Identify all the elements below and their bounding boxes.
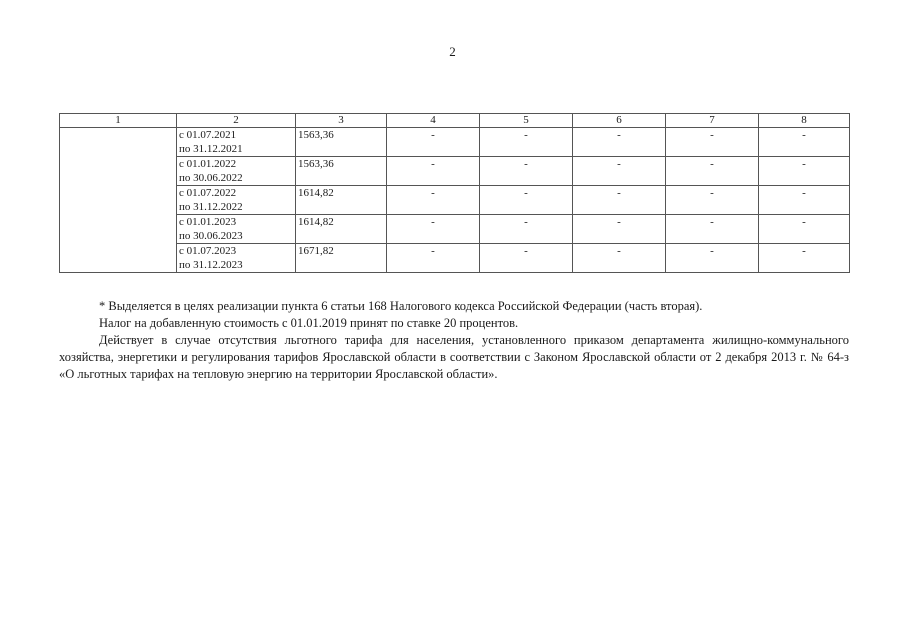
cell-col-4: - — [387, 215, 480, 244]
cell-col-7: - — [666, 215, 759, 244]
column-header-8: 8 — [759, 114, 850, 128]
period-from: с 01.07.2021 — [179, 129, 237, 141]
column-header-4: 4 — [387, 114, 480, 128]
period-from: с 01.07.2022 — [179, 187, 237, 199]
cell-col-5: - — [480, 186, 573, 215]
period-to: по 30.06.2022 — [179, 172, 243, 184]
tariff-value-cell: 1614,82 — [296, 215, 387, 244]
cell-col-6: - — [573, 157, 666, 186]
cell-col-6: - — [573, 128, 666, 157]
period-cell — [177, 157, 296, 186]
cell-col-6: - — [573, 186, 666, 215]
table-row — [60, 244, 850, 273]
cell-col-8: - — [759, 244, 850, 273]
tariff-value-cell: 1671,82 — [296, 244, 387, 273]
tariff-value-cell: 1563,36 — [296, 157, 387, 186]
cell-col-7: - — [666, 186, 759, 215]
cell-col-8: - — [759, 215, 850, 244]
column-header-1: 1 — [60, 114, 177, 128]
period-cell — [177, 244, 296, 273]
empty-column-1-cell — [60, 128, 177, 273]
cell-col-5: - — [480, 215, 573, 244]
cell-col-8: - — [759, 157, 850, 186]
cell-col-6: - — [573, 215, 666, 244]
period-cell — [177, 186, 296, 215]
table-row — [60, 157, 850, 186]
vat-note-text: Налог на добавленную стоимость с 01.01.2019 принят по ставке 20 процентов. — [99, 316, 519, 330]
period-to: по 31.12.2022 — [179, 201, 243, 213]
cell-col-4: - — [387, 157, 480, 186]
cell-col-4: - — [387, 244, 480, 273]
tariff-value-cell: 1614,82 — [296, 186, 387, 215]
period-from: с 01.07.2023 — [179, 245, 237, 257]
period-cell — [177, 128, 296, 157]
column-header-5: 5 — [480, 114, 573, 128]
period-cell — [177, 215, 296, 244]
cell-col-6: - — [573, 244, 666, 273]
table-row — [60, 186, 850, 215]
table-header-row — [60, 114, 850, 128]
cell-col-7: - — [666, 157, 759, 186]
table-row — [60, 128, 850, 157]
cell-col-8: - — [759, 128, 850, 157]
cell-col-8: - — [759, 186, 850, 215]
table-row — [60, 215, 850, 244]
applicability-note-text: Действует в случае отсутствия льготного тарифа для населения, установленного приказом департамента жилищно-коммунального хозяйства, энергетики и регулирования тарифов Ярославской области в соответствии с Законом Ярославской области от 2 декабря 2013 г. № 64-з «О льготных тарифах на тепловую энергию на территории Ярославской области». — [59, 333, 849, 381]
tariff-table — [59, 113, 850, 273]
cell-col-5: - — [480, 157, 573, 186]
cell-col-4: - — [387, 186, 480, 215]
cell-col-7: - — [666, 128, 759, 157]
cell-col-7: - — [666, 244, 759, 273]
column-header-3: 3 — [296, 114, 387, 128]
column-header-7: 7 — [666, 114, 759, 128]
period-to: по 31.12.2021 — [179, 143, 243, 155]
column-header-2: 2 — [177, 114, 296, 128]
period-from: с 01.01.2022 — [179, 158, 237, 170]
tariff-value-cell: 1563,36 — [296, 128, 387, 157]
notes-section — [59, 298, 849, 383]
period-from: с 01.01.2023 — [179, 216, 237, 228]
period-to: по 31.12.2023 — [179, 259, 243, 271]
cell-col-4: - — [387, 128, 480, 157]
period-to: по 30.06.2023 — [179, 230, 243, 242]
page-number: 2 — [449, 44, 456, 59]
footnote-text: * Выделяется в целях реализации пункта 6 статьи 168 Налогового кодекса Российской Федерации (часть вторая). — [99, 299, 703, 313]
cell-col-5: - — [480, 244, 573, 273]
cell-col-5: - — [480, 128, 573, 157]
column-header-6: 6 — [573, 114, 666, 128]
